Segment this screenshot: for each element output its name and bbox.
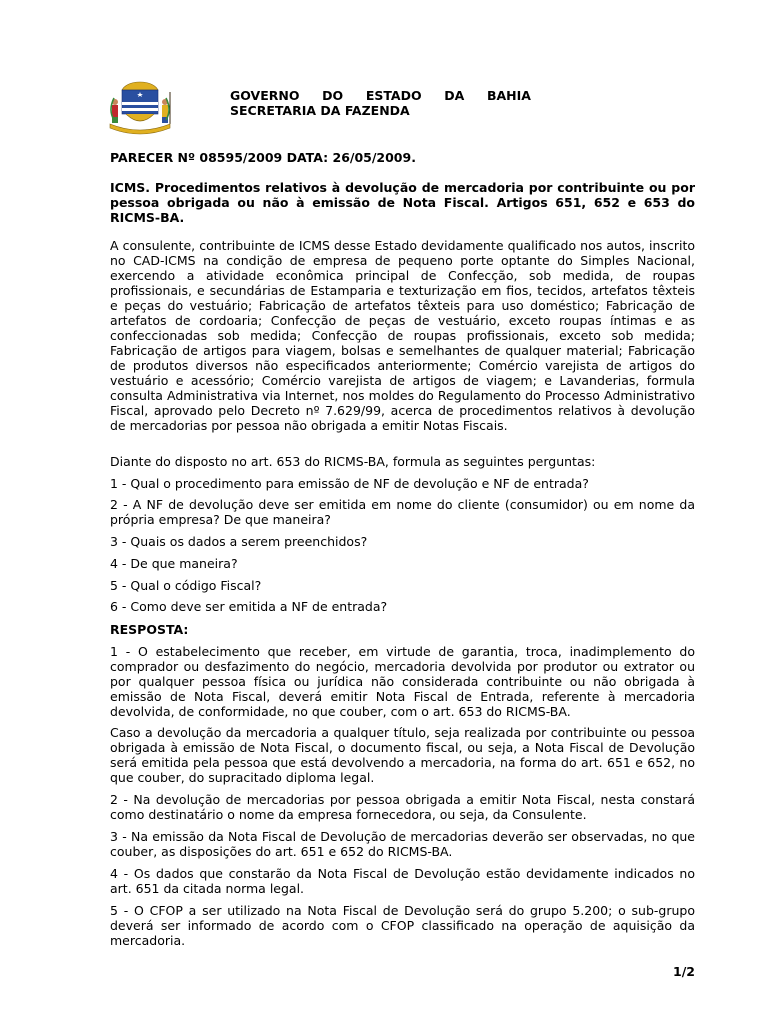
question-item: 6 - Como deve ser emitida a NF de entrada? [110,599,388,614]
answer-paragraph: 3 - Na emissão da Nota Fiscal de Devolução de mercadorias deverão ser observadas, no que couber, as disposições do art. 651 e 652 do RICMS-BA. [110,829,695,859]
answer-paragraph: 2 - Na devolução de mercadorias por pessoa obrigada a emitir Nota Fiscal, nesta constará como destinatário o nome da empresa fornecedora, ou seja, da Consulente. [110,792,695,822]
letterhead-word: BAHIA [486,88,531,103]
letterhead-word: ESTADO [365,88,422,103]
letterhead-word: DA [444,88,465,103]
question-item: 1 - Qual o procedimento para emissão de NF de devolução e NF de entrada? [110,476,589,491]
question-item: 2 - A NF de devolução deve ser emitida em nome do cliente (consumidor) ou em nome da própria empresa? De que maneira? [110,497,695,527]
letterhead [230,88,531,118]
question-item: 5 - Qual o código Fiscal? [110,578,262,593]
answer-paragraph: 4 - Os dados que constarão da Nota Fiscal de Devolução estão devidamente indicados no art. 651 da citada norma legal. [110,866,695,896]
question-item: 4 - De que maneira? [110,556,238,571]
parecer-title: PARECER Nº 08595/2009 DATA: 26/05/2009. [110,150,416,165]
answer-paragraph: Caso a devolução da mercadoria a qualquer título, seja realizada por contribuinte ou pessoa obrigada à emissão de Nota Fiscal, o documento fiscal, ou seja, a Nota Fiscal de Devolução será emitida pela pessoa que está devolvendo a mercadoria, na forma do art. 651 e 652, no que couber, do supracitado diploma legal. [110,725,695,785]
coat-of-arms-logo [104,80,176,136]
letterhead-word: DO [322,88,344,103]
page-number: 1/2 [673,964,695,979]
intro-paragraph: A consulente, contribuinte de ICMS desse Estado devidamente qualificado nos autos, inscrito no CAD-ICMS na condição de empresa de pequeno porte optante do Simples Nacional, exercendo a atividade econômica principal de Confecção, sob medida, de roupas profissionais, e secundárias de Estamparia e texturização em fios, tecidos, artefatos têxteis e peças do vestuário; Fabricação de artefatos têxteis para uso doméstico; Fabricação de artefatos de cordoaria; Confecção de peças de vestuário, exceto roupas íntimas e as confeccionadas sob medida; Confecção de roupas profissionais, exceto sob medida; Fabricação de artigos para viagem, bolsas e semelhantes de qualquer material; Fabricação de produtos diversos não especificados anteriormente; Comércio varejista de artigos do vestuário e acessório; Comércio varejista de artigos de viagem; e Lavanderias, formula consulta Administrativa via Internet, nos moldes do Regulamento do Processo Administrativo Fiscal, aprovado pelo Decreto nº 7.629/99, acerca de procedimentos relativos à devolução de mercadorias por pessoa não obrigada a emitir Notas Fiscais. [110,238,695,433]
questions-lead: Diante do disposto no art. 653 do RICMS-BA, formula as seguintes perguntas: [110,454,596,469]
answer-paragraph: 5 - O CFOP a ser utilizado na Nota Fiscal de Devolução será do grupo 5.200; o sub-grupo deverá ser informado de acordo com o CFOP classificado na operação de aquisição da mercadoria. [110,903,695,948]
resposta-heading: RESPOSTA: [110,622,189,637]
answer-paragraph: 1 - O estabelecimento que receber, em virtude de garantia, troca, inadimplemento do comprador ou desfazimento do negócio, mercadoria devolvida por produtor ou extrator ou por qualquer pessoa física ou jurídica não considerada contribuinte ou não obrigada à emissão de Nota Fiscal, deverá emitir Nota Fiscal de Entrada, referente à mercadoria devolvida, de conformidade, no que couber, com o art. 653 do RICMS-BA. [110,644,695,719]
ementa: ICMS. Procedimentos relativos à devolução de mercadoria por contribuinte ou por pessoa obrigada ou não à emissão de Nota Fiscal. Artigos 651, 652 e 653 do RICMS-BA. [110,180,695,225]
letterhead-word: GOVERNO [230,88,300,103]
letterhead-line-1 [230,88,531,103]
letterhead-line-2: SECRETARIA DA FAZENDA [230,103,410,118]
question-item: 3 - Quais os dados a serem preenchidos? [110,534,368,549]
